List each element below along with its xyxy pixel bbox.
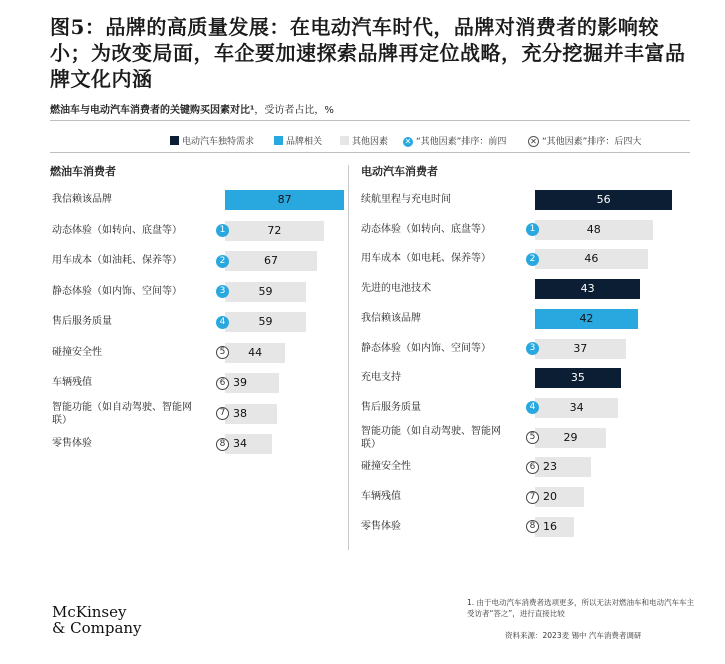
- legend-item-rank-front: [403, 134, 506, 147]
- ev-category-label-9: 碰撞安全性: [361, 461, 411, 473]
- ev-category-label-0: 续航里程与充电时间: [361, 194, 451, 205]
- legend-label-other: 其他因素: [352, 137, 389, 147]
- ev-bar-value-4: 42: [579, 311, 594, 325]
- chart-subtitle: [50, 101, 334, 116]
- legend-label-rank-front: “其他因素”排序：前四: [416, 137, 507, 147]
- ice-bar-value-5: 44: [248, 345, 263, 359]
- ice-rank-badge-7: 7: [216, 407, 229, 420]
- page-title: 图5：品牌的高质量发展：在电动汽车时代，品牌对消费者的影响较小；为改变局面，车企要加速探索品牌再定位战略，充分挖掘并丰富品牌文化内涵: [50, 15, 686, 91]
- ev-bar-value-2: 46: [584, 252, 599, 266]
- ice-rank-badge-2: 2: [216, 255, 229, 268]
- ice-bar-value-2: 67: [263, 254, 278, 267]
- ev-category-label-7: 售后服务质量: [361, 401, 421, 413]
- panel-title-ice: 燃油车消费者: [50, 165, 116, 178]
- ev-category-label-5: 静态体验（如内饰、空间等）: [361, 342, 491, 354]
- ice-category-label-0: 我信赖该品牌: [52, 194, 112, 205]
- ev-bar-value-1: 48: [586, 222, 601, 236]
- ice-category-label-3: 静态体验（如内饰、空间等）: [52, 285, 182, 297]
- legend-item-other: [340, 134, 388, 147]
- ice-category-label-5: 碰撞安全性: [52, 346, 102, 358]
- legend-item-rank-back: [528, 134, 641, 147]
- legend-divider: [50, 152, 690, 153]
- panel-divider: [348, 165, 349, 550]
- source-note: 资料来源：2023麦 锡中 汽车消费者调研: [505, 631, 642, 640]
- ice-rank-badge-3: 3: [216, 285, 229, 298]
- ev-bar-value-3: 43: [580, 282, 595, 296]
- legend-label-ev: 电动汽车独特需求: [182, 137, 255, 147]
- ev-category-label-10: 车辆残值: [361, 491, 401, 502]
- ev-rank-badge-9: 6: [526, 461, 539, 474]
- legend-swatch-other: [340, 136, 349, 145]
- footnote: 1. 由于电动汽车消费者选项更多，所以无法对燃油车和电动汽车车主受访者“答之”，进行直接比较: [467, 598, 695, 618]
- ev-rank-badge-5: 3: [526, 342, 539, 355]
- subtitle-main: 燃油车与电动汽车消费者的关键购买因素对比¹: [50, 105, 255, 116]
- ev-rank-badge-8: 5: [526, 431, 539, 444]
- ice-bar-value-1: 72: [267, 223, 282, 237]
- ev-rank-badge-7: 4: [526, 401, 539, 414]
- legend-item-brand: [274, 134, 322, 147]
- legend-label-rank-back: “其他因素”排序：后四大: [542, 137, 642, 147]
- ice-rank-badge-6: 6: [216, 377, 229, 390]
- legend-swatch-brand: [274, 136, 283, 145]
- ice-category-label-2: 用车成本（如油耗、保养等）: [52, 255, 182, 266]
- ice-bar-value-3: 59: [258, 284, 273, 298]
- ice-bar-value-8: 34: [233, 437, 247, 450]
- ice-category-label-7: 智能功能（如自动驾驶、智能网联）: [52, 401, 192, 426]
- ice-bar-value-4: 59: [258, 315, 273, 328]
- ev-rank-badge-1: 1: [526, 223, 539, 236]
- ev-category-label-4: 我信赖该品牌: [361, 312, 421, 324]
- ice-rank-badge-5: 5: [216, 346, 229, 359]
- outline-circle-x-icon: ✕: [528, 136, 539, 147]
- ev-category-label-3: 先进的电池技术: [361, 283, 431, 295]
- legend-item-ev: [170, 134, 254, 147]
- ev-category-label-1: 动态体验（如转向、底盘等）: [361, 223, 491, 235]
- ev-bar-value-6: 35: [570, 371, 585, 385]
- ice-category-label-6: 车辆残值: [52, 377, 92, 388]
- ice-category-label-1: 动态体验（如转向、底盘等）: [52, 224, 182, 236]
- ev-category-label-6: 充电支持: [361, 372, 401, 384]
- ice-rank-badge-4: 4: [216, 316, 229, 329]
- ice-bar-value-7: 38: [233, 406, 247, 420]
- ev-bar-value-5: 37: [573, 341, 588, 355]
- ev-rank-badge-10: 7: [526, 491, 539, 504]
- ev-bar-value-8: 29: [563, 430, 578, 444]
- ice-rank-badge-1: 1: [216, 224, 229, 237]
- ev-bar-value-11: 16: [543, 519, 557, 533]
- ev-category-label-11: 零售体验: [361, 520, 401, 532]
- ev-rank-badge-2: 2: [526, 253, 539, 266]
- ice-bar-value-6: 39: [233, 376, 247, 389]
- ev-rank-badge-11: 8: [526, 520, 539, 533]
- ice-rank-badge-8: 8: [216, 438, 229, 451]
- top-divider: [50, 120, 690, 121]
- panel-title-ev: 电动汽车消费者: [361, 165, 438, 178]
- legend-swatch-ev: [170, 136, 179, 145]
- ev-bar-value-7: 34: [569, 400, 584, 414]
- ev-bar-value-10: 20: [543, 490, 557, 503]
- blue-circle-x-icon: ✕: [404, 137, 412, 146]
- ev-category-label-2: 用车成本（如电耗、保养等）: [361, 253, 491, 265]
- ice-category-label-8: 零售体验: [52, 438, 92, 449]
- ice-bar-value-0: 87: [277, 193, 292, 206]
- ice-category-label-4: 售后服务质量: [52, 316, 112, 327]
- legend-label-brand: 品牌相关: [286, 137, 323, 147]
- ev-bar-value-9: 23: [543, 460, 557, 474]
- mckinsey-logo: McKinsey & Company: [52, 603, 142, 637]
- ev-bar-value-0: 56: [596, 193, 611, 206]
- ev-category-label-8: 智能功能（如自动驾驶、智能网联）: [361, 425, 501, 450]
- subtitle-unit: ，受访者占比，%: [254, 105, 334, 116]
